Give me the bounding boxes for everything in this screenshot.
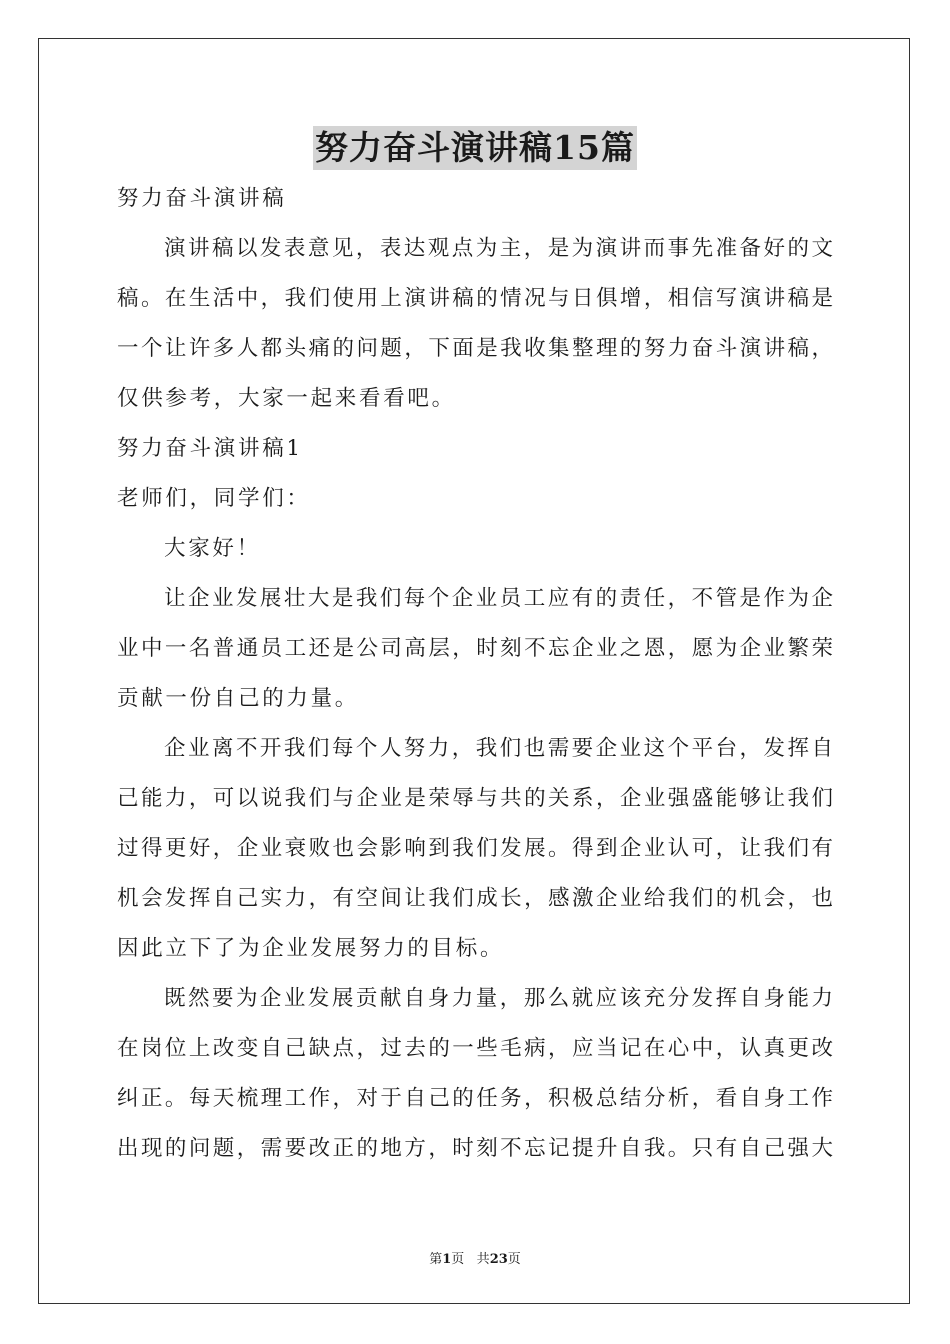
text-line: 因此立下了为企业发展努力的目标。 <box>117 936 505 961</box>
text-line: 机会发挥自己实力，有空间让我们成长，感激企业给我们的机会，也 <box>117 886 833 911</box>
text-line: 稿。在生活中，我们使用上演讲稿的情况与日俱增，相信写演讲稿是 <box>117 286 833 311</box>
footer-page-suffix: 页 <box>451 1252 465 1267</box>
footer-page-prefix: 第 <box>429 1252 443 1267</box>
title-container <box>0 126 950 170</box>
text-line: 贡献一份自己的力量。 <box>117 686 360 711</box>
text-line: 纠正。每天梳理工作，对于自己的任务，积极总结分析，看自身工作 <box>117 1086 833 1111</box>
text-line: 业中一名普通员工还是公司高层，时刻不忘企业之恩，愿为企业繁荣 <box>117 636 833 661</box>
document-body <box>117 174 833 1174</box>
text-line: 演讲稿以发表意见，表达观点为主，是为演讲而事先准备好的文 <box>164 236 833 261</box>
footer-total-suffix: 页 <box>507 1252 521 1267</box>
text-line: 仅供参考，大家一起来看看吧。 <box>117 386 456 411</box>
text-line: 企业离不开我们每个人努力，我们也需要企业这个平台，发挥自 <box>164 736 833 761</box>
text-line: 己能力，可以说我们与企业是荣辱与共的关系，企业强盛能够让我们 <box>117 786 833 811</box>
text-line: 在岗位上改变自己缺点，过去的一些毛病，应当记在心中，认真更改 <box>117 1036 833 1061</box>
footer-page-total: 23 <box>489 1252 508 1267</box>
text-line: 老师们，同学们： <box>117 486 311 511</box>
footer-page-current: 1 <box>442 1252 452 1267</box>
text-line: 既然要为企业发展贡献自身力量，那么就应该充分发挥自身能力 <box>164 986 833 1011</box>
text-line: 大家好！ <box>164 536 261 561</box>
text-line: 出现的问题，需要改正的地方，时刻不忘记提升自我。只有自己强大 <box>117 1136 833 1161</box>
page-footer <box>0 1248 950 1267</box>
text-line: 努力奋斗演讲稿 <box>117 186 287 211</box>
footer-total-prefix: 共 <box>476 1252 490 1267</box>
text-line: 过得更好，企业衰败也会影响到我们发展。得到企业认可，让我们有 <box>117 836 833 861</box>
text-line: 努力奋斗演讲稿1 <box>117 436 303 461</box>
document-title: 努力奋斗演讲稿15篇 <box>313 126 637 170</box>
text-line: 让企业发展壮大是我们每个企业员工应有的责任，不管是作为企 <box>164 586 833 611</box>
text-line: 一个让许多人都头痛的问题，下面是我收集整理的努力奋斗演讲稿， <box>117 336 833 361</box>
